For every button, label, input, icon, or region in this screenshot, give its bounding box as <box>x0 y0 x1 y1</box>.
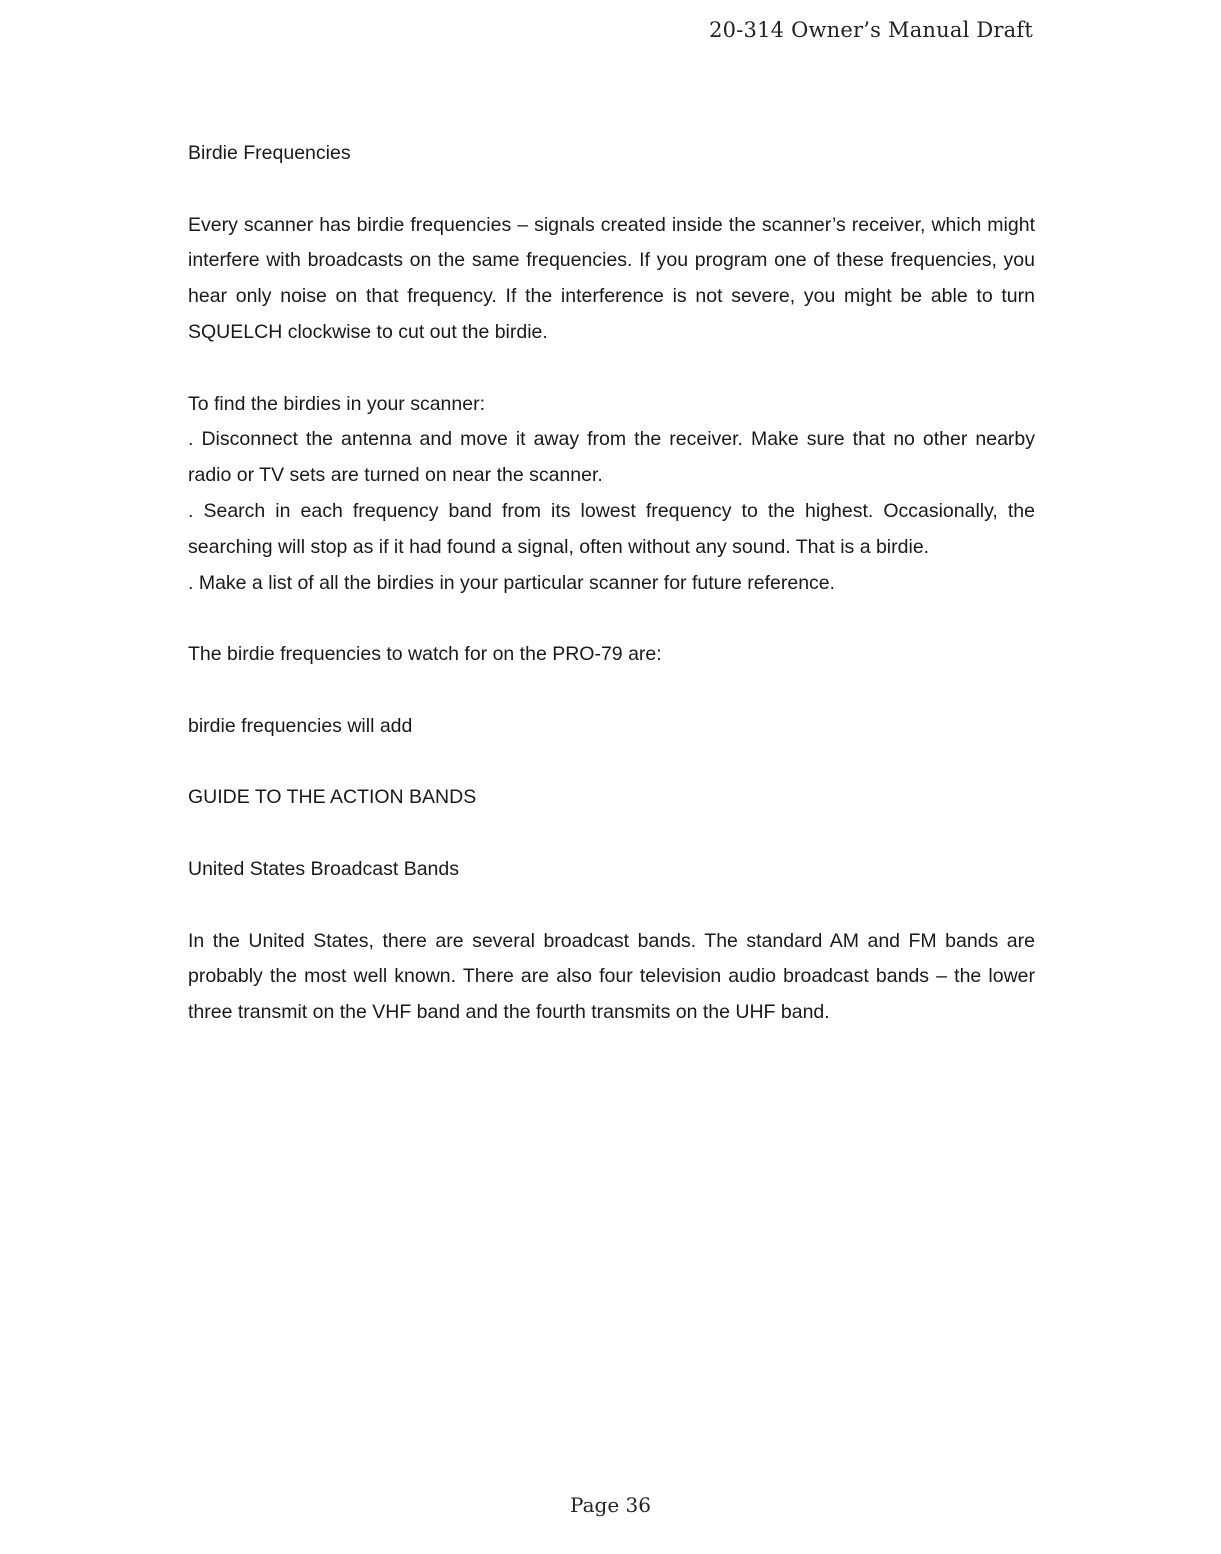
find-birdies-intro: To find the birdies in your scanner: <box>188 392 485 415</box>
running-header: 20-314 Owner’s Manual Draft <box>709 18 1033 42</box>
section-heading-action-bands: GUIDE TO THE ACTION BANDS <box>188 786 477 809</box>
step-search-bands: . Search in each frequency band from its lowest frequency to the highest. Occasionally, the searching will stop as if it had found a signal, often without any sound. That is a birdie. <box>188 499 1035 558</box>
step-make-list: . Make a list of all the birdies in your particular scanner for future reference. <box>188 571 836 594</box>
page-number: Page 36 <box>570 1493 651 1517</box>
subheading-us-broadcast-bands: United States Broadcast Bands <box>188 857 459 880</box>
birdie-watch-line: The birdie frequencies to watch for on the PRO-79 are: <box>188 643 662 666</box>
step-disconnect-antenna: . Disconnect the antenna and move it away from the receiver. Make sure that no other nearby radio or TV sets are turned on near the scanner. <box>188 428 1035 487</box>
birdie-intro-paragraph: Every scanner has birdie frequencies – signals created inside the scanner’s receiver, which might interfere with broadcasts on the same frequencies. If you program one of these frequencies, you hear only noise on that frequency. If the interference is not severe, you might be able to turn SQUELCH clockwise to cut out the birdie. <box>188 213 1035 343</box>
page-body <box>188 136 1035 1031</box>
section-heading-birdie-frequencies: Birdie Frequencies <box>188 142 351 164</box>
us-broadcast-paragraph: In the United States, there are several broadcast bands. The standard AM and FM bands are probably the most well known. There are also four television audio broadcast bands – the lower three transmit on the VHF band and the fourth transmits on the UHF band. <box>188 929 1035 1024</box>
birdie-placeholder-note: birdie frequencies will add <box>188 714 413 737</box>
